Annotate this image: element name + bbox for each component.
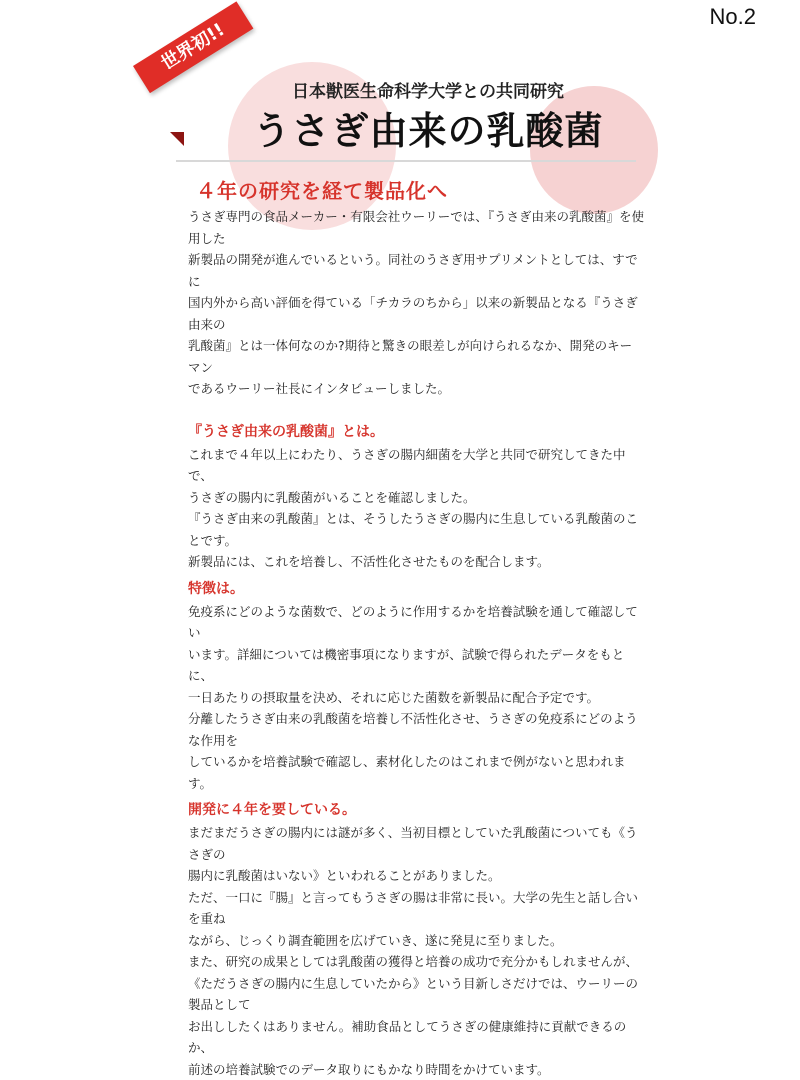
- ribbon-fold: [170, 132, 184, 146]
- page-title: うさぎ由来の乳酸菌: [252, 109, 604, 153]
- world-first-ribbon: 世界初!!: [133, 1, 253, 93]
- lead-heading: ４年の研究を経て製品化へ: [196, 179, 448, 203]
- lead-paragraph: うさぎ専門の食品メーカー・有限会社ウーリーでは、『うさぎ由来の乳酸菌』を使用した 新製品の開発が進んでいるという。同社のうさぎ用サプリメントとしては、すでに 国内外から高い評価を得ている「チカラのちから」以来の新製品となる『うさぎ由来の 乳酸菌』とは一体何なのか?期待と驚きの眼差しが向けられるなか、開発のキーマン であるウーリー社長にインタビューしました。: [188, 209, 645, 396]
- section-body-definition: これまで４年以上にわたり、うさぎの腸内細菌を大学と共同で研究してきた中で、 うさぎの腸内に乳酸菌がいることを確認しました。 『うさぎ由来の乳酸菌』とは、そうしたうさぎの腸内に生息している乳酸菌のことです。 新製品には、これを培養し、不活性化させたものを配合します。: [188, 446, 639, 569]
- section-heading-features: 特徴は。: [188, 580, 244, 597]
- section-body-development: まだまだうさぎの腸内には謎が多く、当初目標としていた乳酸菌についても《うさぎの 腸内に乳酸菌はいない》といわれることがありました。 ただ、一口に『腸』と言ってもうさぎの腸は非常に長い。大学の先生と話し合いを重ね ながら、じっくり調査範囲を広げていき、遂に発見に至りました。 また、研究の成果としては乳酸菌の獲得と培養の成功で充分かもしれませんが、 《ただうさぎの腸内に生息していたから》という目新しさだけでは、ウーリーの製品として お出ししたくはありません。補助食品としてうさぎの健康維持に貢献できるのか、 前述の培養試験でのデータ取りにもかなり時間をかけています。: [188, 825, 639, 1077]
- header-subtitle: 日本獣医生命科学大学との共同研究: [292, 82, 564, 102]
- section-body-features: 免疫系にどのような菌数で、どのように作用するかを培養試験を通して確認してい います。詳細については機密事項になりますが、試験で得られたデータをもとに、 一日あたりの摂取量を決め、それに応じた菌数を新製品に配合予定です。 分離したうさぎ由来の乳酸菌を培養し不活性化させ、うさぎの免疫系にどのような作用を しているかを培養試験で確認し、素材化したのはこれまで例がないと思われます。: [188, 603, 638, 791]
- section-heading-definition: 『うさぎ由来の乳酸菌』とは。: [188, 423, 384, 440]
- page-number: No.2: [709, 4, 756, 29]
- article-body: [188, 206, 644, 1080]
- section-heading-development: 開発に４年を要している。: [188, 802, 356, 818]
- header-divider: [176, 160, 636, 162]
